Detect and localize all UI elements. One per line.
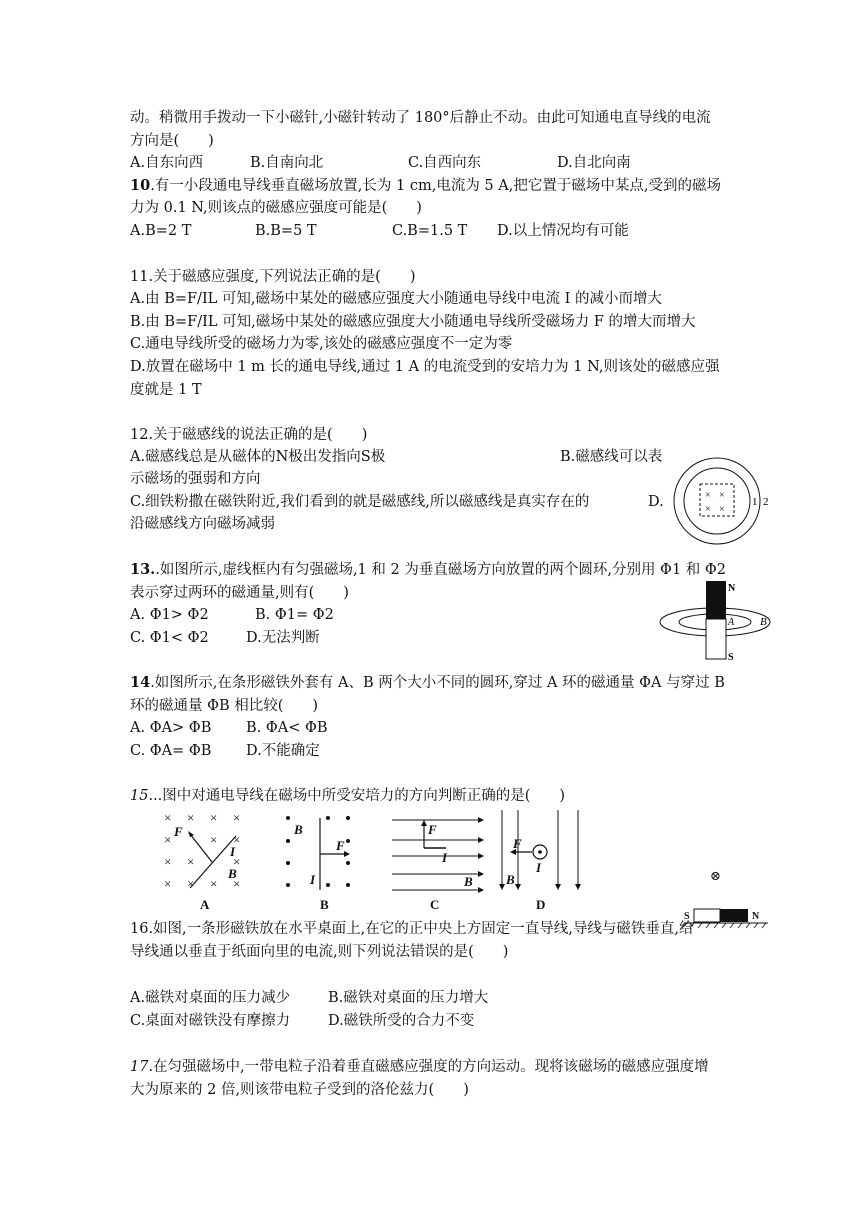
magnet-s-label: S xyxy=(728,652,734,663)
panel-c-field-label: B xyxy=(464,874,473,889)
ring-a-label: A xyxy=(728,617,735,628)
panel-d xyxy=(499,810,581,912)
q11-option-c: C.通电导线所受的磁场力为零,该处的磁感应强度不一定为零 xyxy=(130,336,513,352)
q17-text: .在匀强磁场中,一带电粒子沿着垂直磁感应强度的方向运动。现将该磁场的磁感应强度增 xyxy=(148,1059,709,1075)
q11-stem: 11.关于磁感应强度,下列说法正确的是( ) xyxy=(130,269,416,285)
panel-c-label: C xyxy=(430,897,440,912)
wire-into-page-icon: ⊗ xyxy=(710,868,721,883)
q12-option-b-cont: 示磁场的强弱和方向 xyxy=(130,471,261,487)
panel-b-label: B xyxy=(320,897,329,912)
q11-option-d-line1: D.放置在磁场中 1 m 长的通电导线,通过 1 A 的电流受到的安培力为 1 N,则该处的磁感应强 xyxy=(130,359,720,375)
q13-line2: 表示穿过两环的磁通量,则有( ) xyxy=(130,585,349,601)
svg-text:×: × xyxy=(164,854,172,869)
q10-line1 xyxy=(130,176,721,196)
q12-stem: 12.关于磁感线的说法正确的是( ) xyxy=(130,427,368,443)
q9-option-b: B.自南向北 xyxy=(250,155,324,171)
svg-text:×: × xyxy=(187,810,195,825)
svg-text:×: × xyxy=(233,810,241,825)
magnet-n-label: N xyxy=(752,911,760,922)
svg-text:×: × xyxy=(705,490,711,501)
svg-text:×: × xyxy=(233,876,241,891)
magnet-n-half xyxy=(720,909,748,922)
svg-text:×: × xyxy=(187,854,195,869)
panel-a-field-label: B xyxy=(228,866,237,881)
q9-option-a: A.自东向西 xyxy=(130,155,204,171)
panel-d-field-label: B xyxy=(506,872,515,887)
q13-option-c: C. Φ1< Φ2 xyxy=(130,630,209,646)
svg-text:×: × xyxy=(164,810,172,825)
q9-option-d: D.自北向南 xyxy=(557,155,631,171)
magnet-s-label: S xyxy=(684,911,690,922)
q12-option-c: C.细铁粉撒在磁铁附近,我们看到的就是磁感线,所以磁感线是真实存在的 xyxy=(130,494,590,510)
magnet-n-label: N xyxy=(728,583,736,594)
panel-a-current-label: I xyxy=(230,844,236,859)
q13-option-a: A. Φ1> Φ2 xyxy=(130,607,209,623)
ring-2-label: 2 xyxy=(763,496,769,508)
q16-option-b: B.磁铁对桌面的压力增大 xyxy=(328,990,489,1006)
panel-d-current-label: I xyxy=(536,860,542,875)
panel-d-force-label: F xyxy=(513,836,522,851)
q16-line2: 导线通以垂直于纸面向里的电流,则下列说法错误的是( ) xyxy=(130,944,509,960)
q12-option-d-cont: 沿磁感线方向磁场减弱 xyxy=(130,516,275,532)
q14-option-d: D.不能确定 xyxy=(246,743,320,759)
q15-stem xyxy=(130,786,565,806)
q16-option-c: C.桌面对磁铁没有摩擦力 xyxy=(130,1013,291,1029)
q17-line1 xyxy=(130,1057,709,1077)
q10-option-a: A.B=2 T xyxy=(130,223,192,239)
ring-1 xyxy=(684,468,750,534)
q15-text: ...图中对通电导线在磁场中所受安培力的方向判断正确的是( ) xyxy=(148,788,566,804)
svg-text:×: × xyxy=(187,876,195,891)
magnet-s-half xyxy=(694,909,720,922)
q14-number: 14 xyxy=(130,674,151,691)
q9-line1: 动。稍微用手拨动一下小磁针,小磁针转动了 180°后静止不动。由此可知通电直导线的电流 xyxy=(130,110,711,126)
q10-option-d: D.以上情况均有可能 xyxy=(497,223,629,239)
q16-option-d: D.磁铁所受的合力不变 xyxy=(328,1013,475,1029)
svg-text:×: × xyxy=(210,810,218,825)
q10-option-c: C.B=1.5 T xyxy=(392,223,468,239)
desk-hatching xyxy=(682,923,766,928)
panel-b-current-label: I xyxy=(310,872,316,887)
q16-line1: 16.如图,一条形磁铁放在水平桌面上,在它的正中央上方固定一直导线,导线与磁铁垂直,给 xyxy=(130,921,694,937)
q12-option-d-label: D. xyxy=(648,494,664,510)
q11-option-b: B.由 B=F/IL 可知,磁场中某处的磁感应强度大小随通电导线所受磁场力 F 的增大而增大 xyxy=(130,314,696,330)
svg-text:×: × xyxy=(233,854,241,869)
magnet-south xyxy=(706,619,726,659)
q13-option-b: B. Φ1= Φ2 xyxy=(255,607,334,623)
panel-b-force-label: F xyxy=(336,838,345,853)
ring-2 xyxy=(674,458,760,544)
panel-b xyxy=(286,816,350,912)
q13-line1 xyxy=(130,560,726,580)
panel-c-force-label: F xyxy=(428,822,437,837)
svg-text:×: × xyxy=(233,832,241,847)
panel-c xyxy=(392,817,484,912)
svg-text:×: × xyxy=(210,832,218,847)
q13-number: 13. xyxy=(130,561,156,578)
ring-1-label: 1 xyxy=(752,496,758,508)
rings-figure xyxy=(672,456,776,548)
magnet-desk-figure xyxy=(680,862,780,932)
panel-a-label: A xyxy=(200,897,210,912)
q10-number: 10 xyxy=(130,177,151,194)
svg-text:×: × xyxy=(719,490,725,501)
panel-a xyxy=(164,810,240,912)
q11-option-a: A.由 B=F/IL 可知,磁场中某处的磁感应强度大小随通电导线中电流 I 的减小而增大 xyxy=(130,291,662,307)
panel-c-current-label: I xyxy=(442,850,448,865)
panel-a-force-label: F xyxy=(174,824,183,839)
svg-text:×: × xyxy=(210,876,218,891)
q11-option-d-line2: 度就是 1 T xyxy=(130,382,202,398)
q15-number: 15 xyxy=(130,788,149,804)
q13-text: .如图所示,虚线框内有匀强磁场,1 和 2 为垂直磁场方向放置的两个圆环,分别用 Φ1 和 Φ2 xyxy=(155,562,726,578)
q16-option-a: A.磁铁对桌面的压力减少 xyxy=(130,990,291,1006)
panel-b-field-label: B xyxy=(294,822,303,837)
field-crosses xyxy=(705,490,725,515)
q17-number: 17 xyxy=(130,1059,149,1075)
q17-line2: 大为原来的 2 倍,则该带电粒子受到的洛伦兹力( ) xyxy=(130,1082,469,1098)
magnet-rings-figure xyxy=(655,578,775,664)
q14-option-a: A. ΦA> ΦB xyxy=(130,720,212,736)
ampere-force-panels xyxy=(160,806,600,914)
q13-option-d: D.无法判断 xyxy=(246,630,320,646)
q10-option-b: B.B=5 T xyxy=(255,223,317,239)
ring-b-label: B xyxy=(760,616,767,628)
q10-line2: 力为 0.1 N,则该点的磁感应强度可能是( ) xyxy=(130,200,422,216)
q12-option-b: B.磁感线可以表 xyxy=(560,449,663,465)
q9-line2: 方向是( ) xyxy=(130,133,214,149)
svg-text:×: × xyxy=(164,832,172,847)
svg-text:×: × xyxy=(719,504,725,515)
q14-text: .如图所示,在条形磁铁外套有 A、B 两个大小不同的圆环,穿过 A 环的磁通量 ΦA 与穿过 B xyxy=(150,675,725,691)
q10-text: .有一小段通电导线垂直磁场放置,长为 1 cm,电流为 5 A,把它置于磁场中某点,受到的磁场 xyxy=(150,178,721,194)
q14-option-c: C. ΦA= ΦB xyxy=(130,743,212,759)
q14-line2: 环的磁通量 ΦB 相比较( ) xyxy=(130,698,319,714)
svg-text:×: × xyxy=(164,876,172,891)
q14-option-b: B. ΦA< ΦB xyxy=(246,720,328,736)
svg-text:×: × xyxy=(705,504,711,515)
q14-line1 xyxy=(130,673,725,693)
panel-d-label: D xyxy=(536,897,546,912)
magnet-north xyxy=(706,581,726,619)
q12-option-a: A.磁感线总是从磁体的N极出发指向S极 xyxy=(130,449,386,465)
q9-option-c: C.自西向东 xyxy=(408,155,482,171)
